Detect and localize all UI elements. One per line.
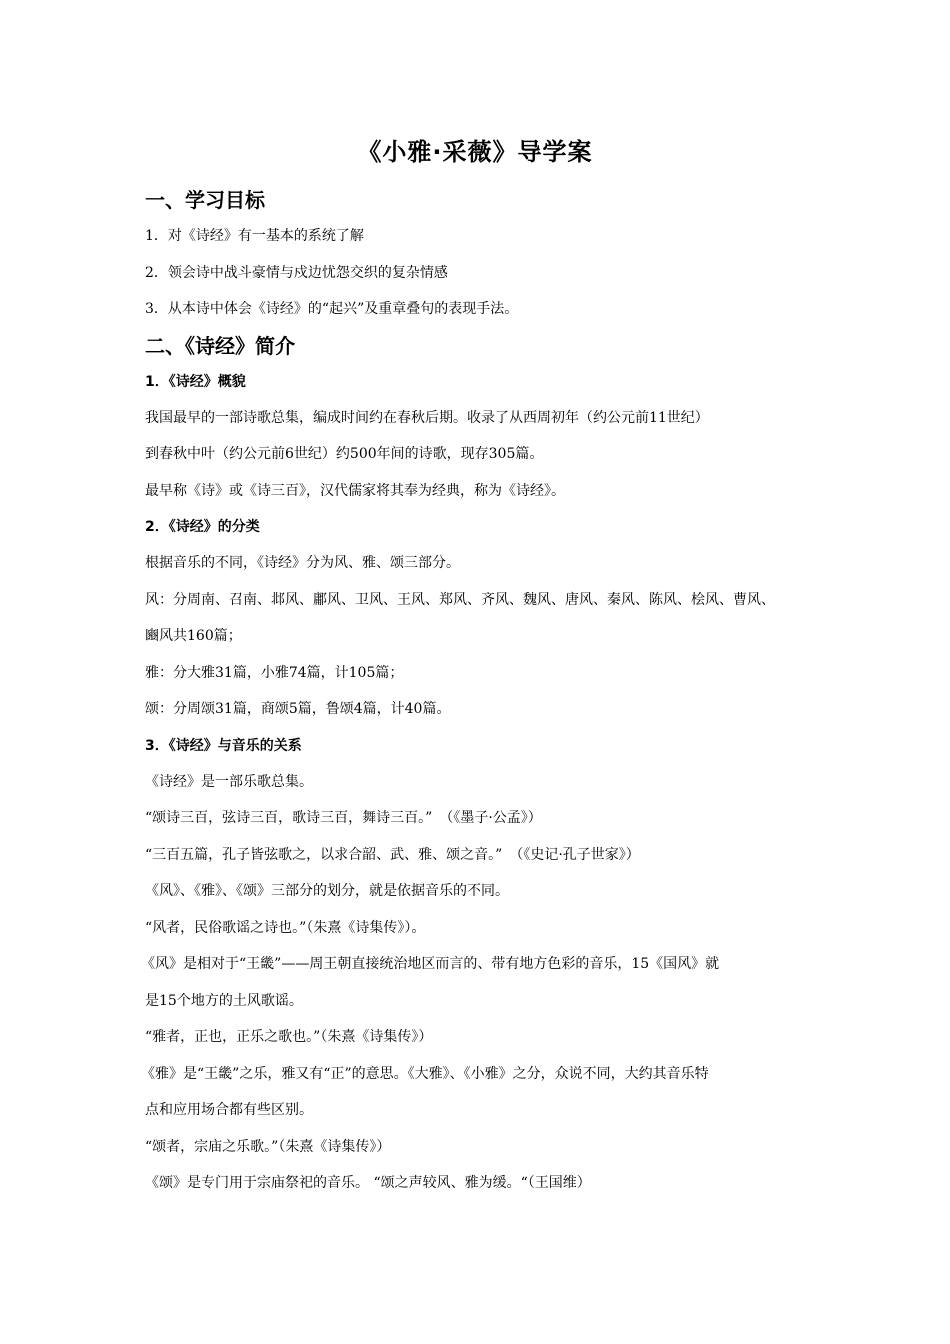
section-heading-intro: 二、《诗经》简介	[145, 333, 295, 358]
paragraph-line: 到春秋中叶（约公元前6世纪）约500年间的诗歌，现存305篇。	[145, 446, 544, 462]
quote-line: “颂诗三百，弦诗三百，歌诗三百，舞诗三百。” （《墨子·公孟》）	[145, 810, 542, 826]
paragraph-line: 《诗经》是一部乐歌总集。	[145, 773, 313, 790]
paragraph-line: 根据音乐的不同，《诗经》分为风、雅、颂三部分。	[145, 555, 460, 571]
paragraph-line: 点和应用场合都有些区别。	[145, 1102, 313, 1118]
section-heading-goals: 一、学习目标	[145, 188, 265, 212]
quote-line: “三百五篇，孔子皆弦歌之，以求合韶、武、雅、颂之音。” （《史记·孔子世家》）	[145, 846, 640, 863]
subheading-classification: 2．《诗经》的分类	[145, 519, 260, 535]
paragraph-line: 《风》是相对于“王畿”——周王朝直接统治地区而言的、带有地方色彩的音乐，15《国风》就	[141, 956, 720, 972]
quote-line: “雅者，正也，正乐之歌也。”（朱熹《诗集传》）	[145, 1029, 433, 1045]
paragraph-line: 颂：分周颂31篇，商颂5篇，鲁颂4篇，计40篇。	[145, 701, 451, 717]
quote-line: “风者，民俗歌谣之诗也。”（朱熹《诗集传》）。	[145, 919, 426, 936]
subheading-overview: 1．《诗经》概貌	[145, 373, 246, 390]
document-title: 《小雅·采薇》导学案	[357, 138, 593, 166]
quote-line: “颂者，宗庙之乐歌。”（朱熹《诗集传》）	[145, 1138, 391, 1155]
paragraph-line: 最早称《诗》或《诗三百》，汉代儒家将其奉为经典，称为《诗经》。	[145, 482, 565, 499]
paragraph-line: 《雅》是“王畿”之乐，雅又有“正”的意思。《大雅》、《小雅》之分，众说不同，大约其音乐特	[141, 1065, 709, 1082]
paragraph-line: 《颂》是专门用于宗庙祭祀的音乐。 “颂之声较风、雅为缓。“（王国维）	[145, 1175, 591, 1191]
goal-item: 1．对《诗经》有一基本的系统了解	[145, 228, 364, 244]
paragraph-line: 是15个地方的土风歌谣。	[145, 992, 303, 1009]
document-body	[141, 182, 810, 1202]
paragraph-line: 豳风共160篇；	[145, 628, 242, 644]
subheading-music: 3．《诗经》与音乐的关系	[145, 737, 302, 754]
paragraph-line: 《风》、《雅》、《颂》三部分的划分，就是依据音乐的不同。	[145, 883, 509, 899]
paragraph-line: 我国最早的一部诗歌总集，编成时间约在春秋后期。收录了从西周初年（约公元前11世纪）	[145, 409, 709, 426]
paragraph-line: 风：分周南、召南、邶风、鄘风、卫风、王风、郑风、齐风、魏风、唐风、秦风、陈风、桧风、曹风、	[145, 591, 775, 608]
paragraph-line: 雅：分大雅31篇，小雅74篇，计105篇；	[145, 664, 404, 681]
goal-item: 3．从本诗中体会《诗经》的“起兴”及重章叠句的表现手法。	[145, 301, 519, 317]
goal-item: 2．领会诗中战斗豪情与戍边忧怨交织的复杂情感	[145, 264, 448, 281]
